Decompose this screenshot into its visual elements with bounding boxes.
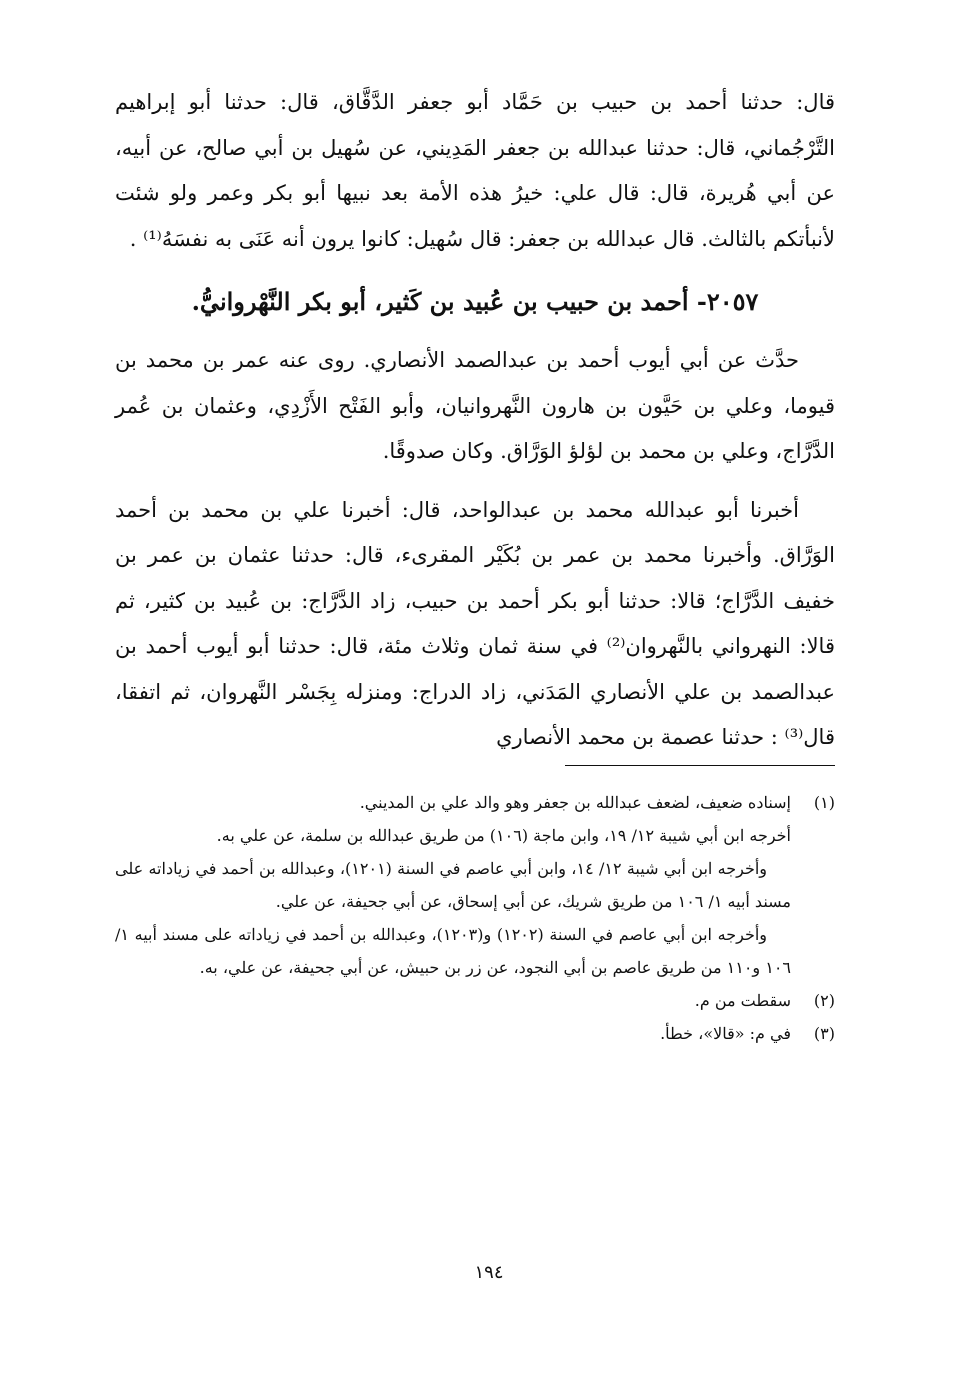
footnote-number: (١) bbox=[813, 792, 835, 812]
footnote-3 bbox=[115, 1017, 835, 1050]
footnote-text: إسناده ضعيف، لضعف عبدالله بن جعفر وهو والد علي بن المديني. bbox=[359, 792, 791, 812]
footnote-separator bbox=[565, 765, 835, 766]
footnote-1-continuation: أخرجه ابن أبي شيبة ١٢/ ١٩، وابن ماجة (١٠٦) من طريق عبدالله بن سلمة، عن علي به. bbox=[216, 825, 791, 845]
paragraph-1: قال: حدثنا أحمد بن حبيب بن حَمَّاد أبو جعفر الدَّقَّاق، قال: حدثنا أبو إبراهيم التَّرْجُماني، قال: حدثنا عبدالله بن جعفر المَدِيني، عن سُهيل بن أبي صالح، عن أبيه، عن أبي هُريرة، قال: قال علي: خيرُ هذه الأمة بعد نبيها أبو بكر وعمر ولو شئت لأنبأتكم بالثالث. قال عبدالله بن جعفر: قال سُهيل: كانوا يرون أنه عَنَى به نفسَهُ⁽¹⁾ . bbox=[115, 90, 835, 251]
footnote-number: (٢) bbox=[813, 990, 835, 1010]
entry-heading: ٢٠٥٧- أحمد بن حبيب بن عُبيد بن كَثير، أبو بكر النَّهْروانيُّ. bbox=[191, 287, 759, 316]
footnote-text: في م: «قالا»، خطأ. bbox=[660, 1023, 791, 1043]
footnote-1 bbox=[115, 786, 835, 819]
paragraph-2: حدَّث عن أبي أيوب أحمد بن عبدالصمد الأنصاري. روى عنه عمر بن محمد بن قيوما، وعلي بن حَيَّون بن هارون النَّهروانيان، وأبو الفَتْح الأَزْدِي، وعثمان بن عُمر الدَّرَّاج، وعلي بن محمد بن لؤلؤ الوَرَّاق. وكان صدوقًا. bbox=[115, 348, 835, 463]
page-number: ١٩٤ bbox=[474, 1262, 504, 1283]
footnote-text: سقطت من م. bbox=[694, 990, 791, 1010]
footnote-1-continuation: وأخرجه ابن أبي شيبة ١٢/ ١٤، وابن أبي عاصم في السنة (١٢٠١)، وعبدالله بن أحمد في زياداته على مسند أبيه ١/ ١٠٦ من طريق شريك، عن أبي إسحاق، عن أبي جحيفة، عن علي. bbox=[115, 858, 791, 911]
page-content bbox=[115, 78, 835, 1050]
footnote-1-continuation: وأخرجه ابن أبي عاصم في السنة (١٢٠٢) و(١٢٠٣)، وعبدالله بن أحمد في زياداته على مسند أبيه ١/ ١٠٦ و١١٠ من طريق عاصم بن أبي النجود، عن زر بن حبيش، عن أبي جحيفة، عن علي، به. bbox=[115, 924, 791, 977]
footnotes bbox=[115, 786, 835, 1050]
footnote-2 bbox=[115, 984, 835, 1017]
footnote-number: (٣) bbox=[813, 1023, 835, 1043]
paragraph-3: أخبرنا أبو عبدالله محمد بن عبدالواحد، قال: أخبرنا علي بن محمد بن أحمد الوَرَّاق. وأخبرنا محمد بن عمر بن بُكَيْر المقرىء، قال: حدثنا عثمان بن عمر بن خفيف الدَّرَّاج؛ قالا: حدثنا أبو بكر أحمد بن حبيب، زاد الدَّرَّاج: بن عُبيد بن كثير، ثم قالا: النهرواني بالنَّهروان⁽²⁾ في سنة ثمان وثلاث مئة، قال: حدثنا أبو أيوب أحمد بن عبدالصمد بن علي الأنصاري المَدَني، زاد الدراج: ومنزله بِجَسْر النَّهروان، ثم اتفقا، قال⁽³⁾ : حدثنا عصمة بن محمد الأنصاري bbox=[115, 497, 835, 749]
